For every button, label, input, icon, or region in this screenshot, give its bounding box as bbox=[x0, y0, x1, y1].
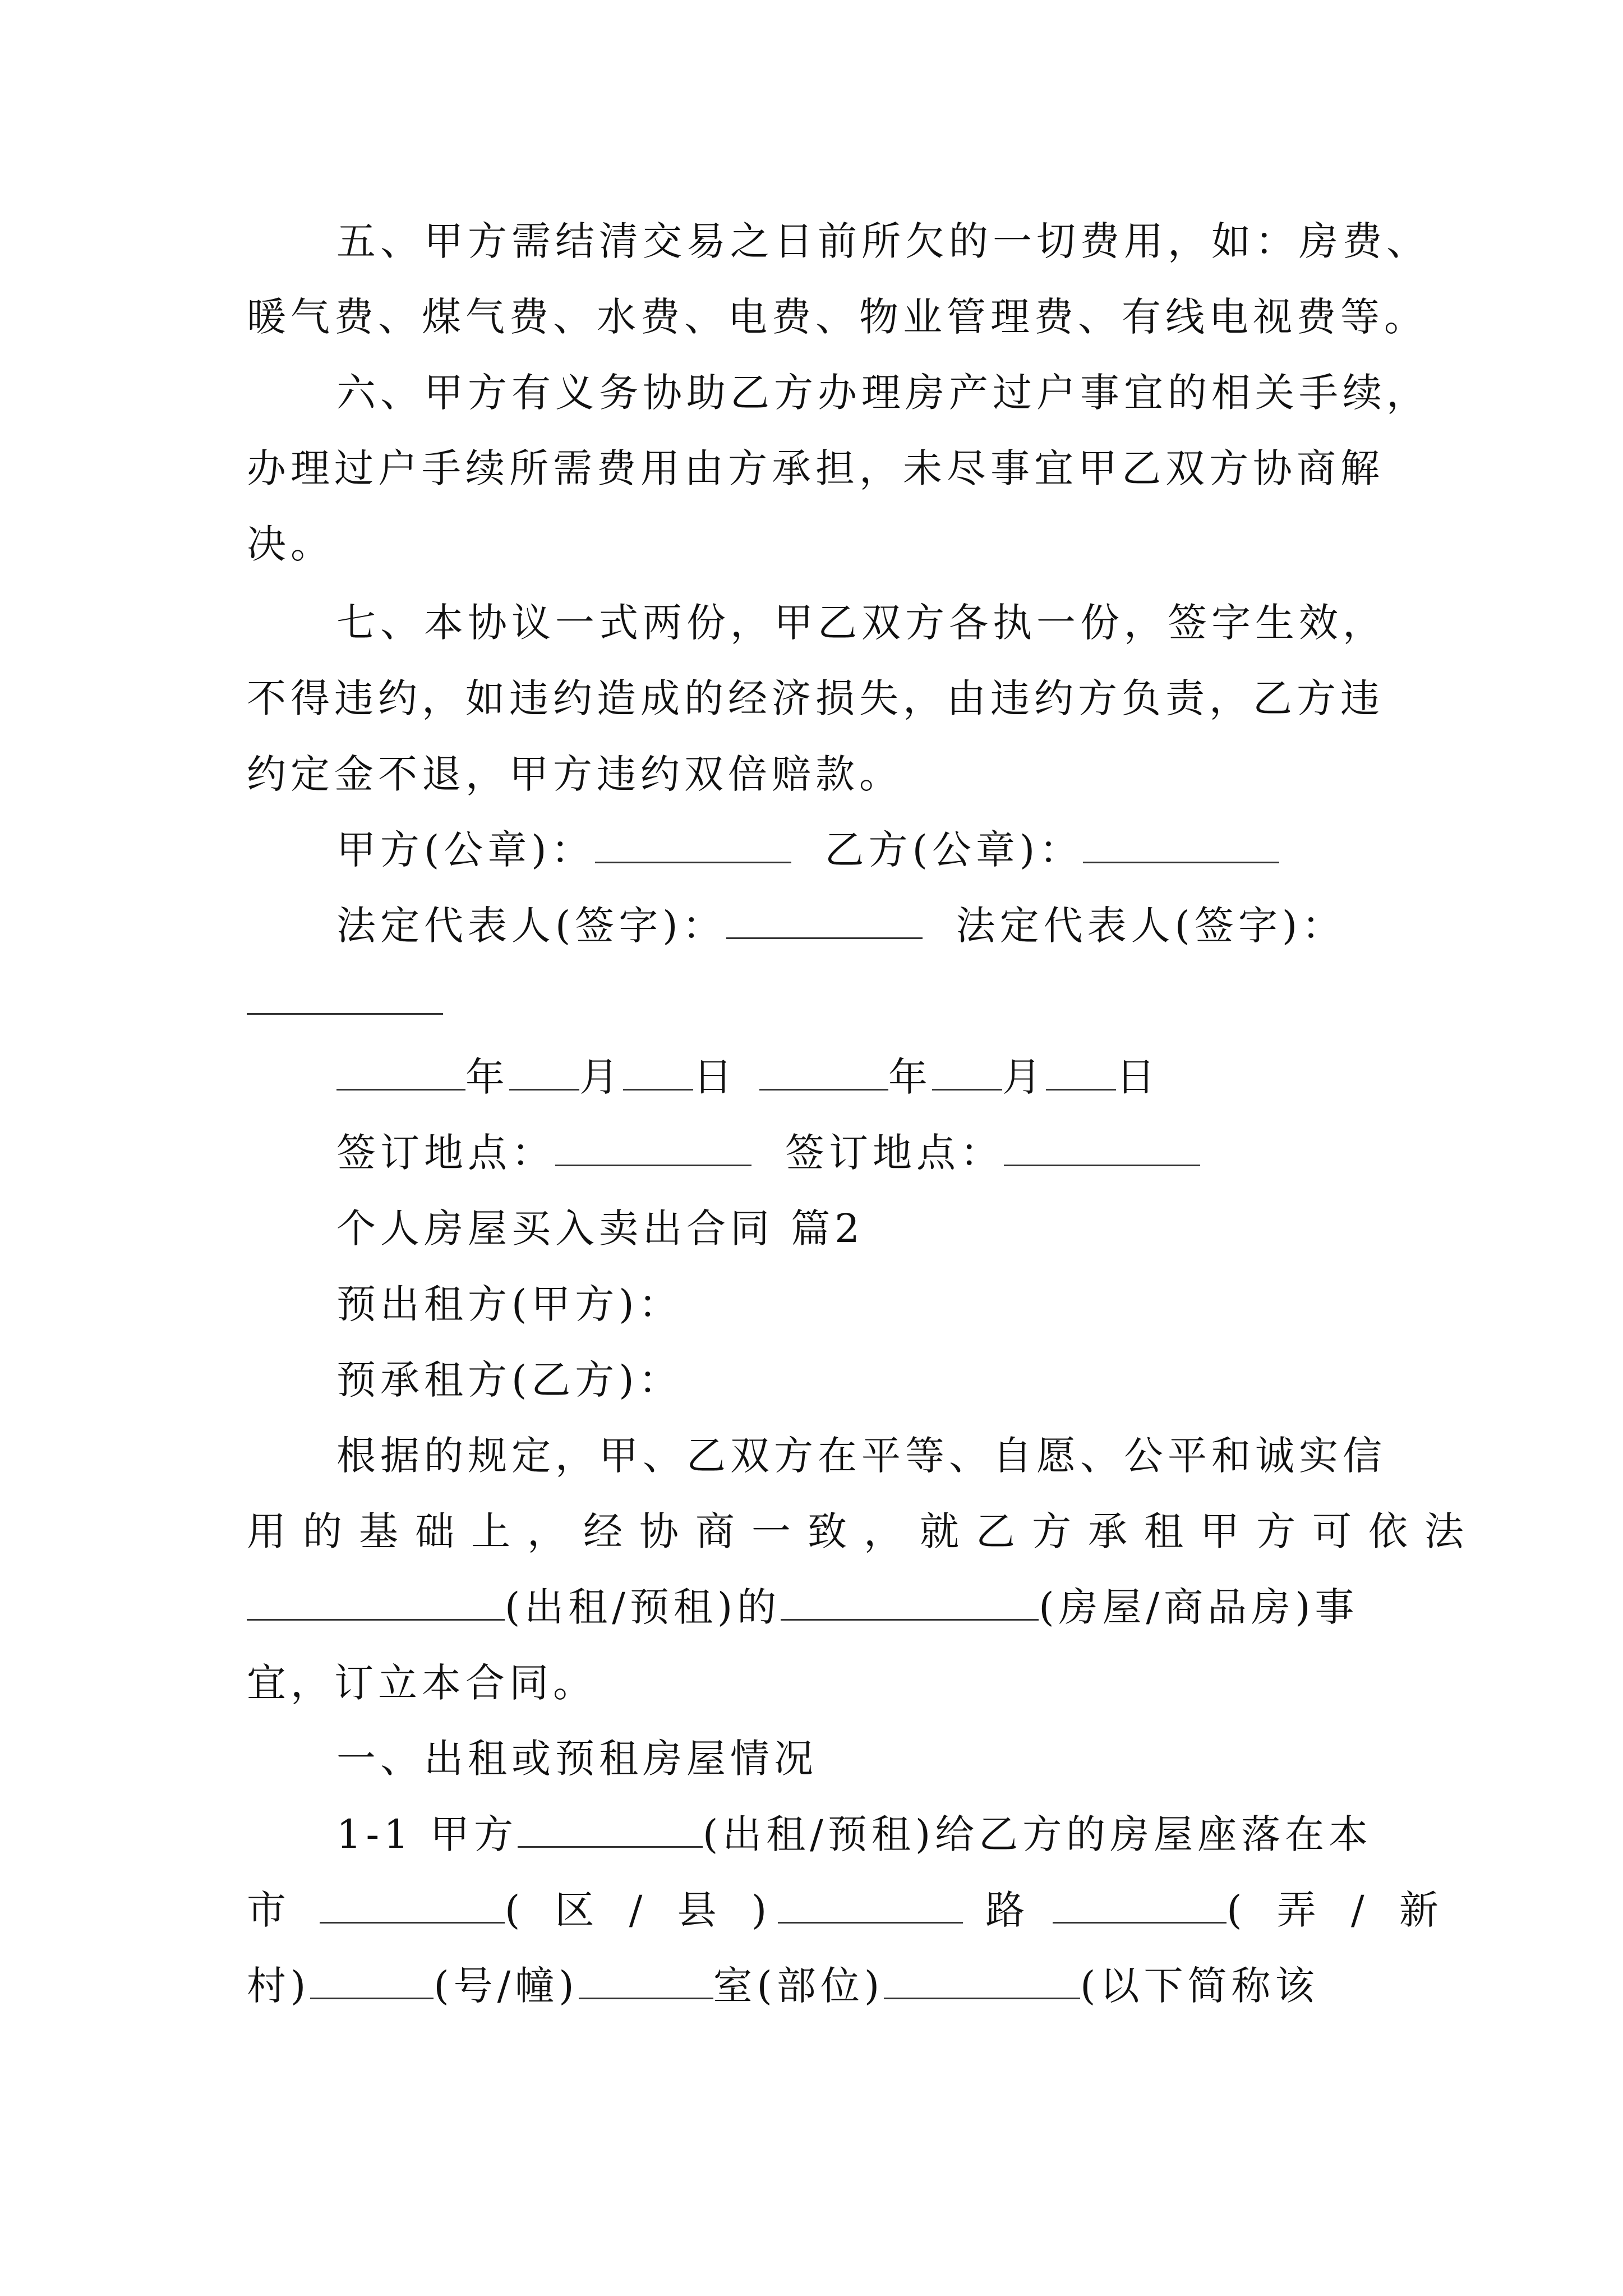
text-line: 五、甲方需结清交易之日前所欠的一切费用，如：房费、 bbox=[336, 218, 1430, 264]
text-fragment: (房屋/商品房)事 bbox=[1039, 1584, 1359, 1630]
lane-blank bbox=[310, 1964, 434, 1999]
text-line: 暖气费、煤气费、水费、电费、物业管理费、有线电视费等。 bbox=[247, 294, 1428, 340]
lessor-label: 预出租方(甲方)： bbox=[336, 1281, 683, 1327]
month-blank bbox=[509, 1055, 579, 1091]
text-fragment: ( 弄 / 新 bbox=[1227, 1887, 1450, 1933]
sign-place-line bbox=[336, 1128, 1200, 1178]
text-fragment: (出租/预租)的 bbox=[505, 1584, 781, 1630]
text-line: 七、本协议一式两份，甲乙双方各执一份，签字生效， bbox=[336, 600, 1386, 646]
day-blank bbox=[623, 1055, 693, 1091]
text-line: 办理过户手续所需费用由方承担，未尽事宜甲乙双方协商解 bbox=[247, 445, 1384, 491]
sign-place-b-blank bbox=[1004, 1131, 1200, 1166]
year-blank bbox=[336, 1055, 465, 1091]
house-type-blank bbox=[781, 1585, 1039, 1621]
year-label: 年 bbox=[888, 1054, 932, 1100]
year-blank bbox=[759, 1055, 888, 1091]
text-fragment: 路 bbox=[985, 1887, 1036, 1933]
legal-rep-b-label: 法定代表人(签字)： bbox=[956, 903, 1346, 949]
text-fragment: 1-1 甲方 bbox=[336, 1811, 518, 1857]
text-line: 用的基础上，经协商一致，就乙方承租甲方可依法 bbox=[247, 1508, 1481, 1554]
day-blank bbox=[1046, 1055, 1116, 1091]
party-b-seal-label: 乙方(公章)： bbox=[824, 827, 1083, 873]
text-fragment: 室(部位) bbox=[713, 1963, 884, 2009]
month-label: 月 bbox=[1002, 1054, 1046, 1100]
day-label: 日 bbox=[1116, 1054, 1160, 1100]
text-fragment: (号/幢) bbox=[434, 1963, 579, 2009]
party-a-seal-blank bbox=[595, 828, 791, 863]
road-blank bbox=[1053, 1888, 1227, 1924]
text-fragment: ( 区 / 县 ) bbox=[505, 1887, 778, 1933]
legal-rep-line bbox=[336, 900, 1345, 951]
text-fragment: (出租/预租)给乙方的房屋座落在本 bbox=[702, 1811, 1373, 1857]
number-blank bbox=[579, 1964, 713, 1999]
legal-rep-a-blank bbox=[726, 904, 923, 939]
text-line: 六、甲方有义务协助乙方办理房产过户事宜的相关手续， bbox=[336, 370, 1430, 416]
party-b-seal-blank bbox=[1083, 828, 1279, 863]
legal-rep-a-label: 法定代表人(签字)： bbox=[336, 903, 726, 949]
text-line bbox=[247, 1582, 1358, 1632]
rent-type-blank bbox=[518, 1812, 703, 1848]
legal-rep-b-blank-line bbox=[247, 976, 443, 1027]
text-line: 根据的规定，甲、乙双方在平等、自愿、公平和诚实信 bbox=[336, 1433, 1386, 1479]
text-fragment: (以下简称该 bbox=[1080, 1963, 1319, 2009]
month-label: 月 bbox=[579, 1054, 623, 1100]
clause-line bbox=[336, 1809, 1372, 1860]
text-line: 宜，订立本合同。 bbox=[247, 1660, 597, 1706]
clause-line bbox=[247, 1961, 1318, 2011]
day-label: 日 bbox=[693, 1054, 737, 1100]
date-line bbox=[336, 1052, 1160, 1102]
text-fragment: 市 bbox=[247, 1887, 297, 1933]
clause-line bbox=[247, 1885, 1450, 1935]
lessee-label: 预承租方(乙方)： bbox=[336, 1357, 683, 1403]
section-heading: 一、出租或预租房屋情况 bbox=[336, 1736, 818, 1782]
text-line: 决。 bbox=[247, 521, 334, 567]
rent-type-blank bbox=[247, 1585, 505, 1621]
year-label: 年 bbox=[465, 1054, 509, 1100]
room-blank bbox=[884, 1964, 1080, 1999]
seal-line bbox=[336, 825, 1279, 875]
legal-rep-b-blank bbox=[247, 979, 443, 1015]
district-blank bbox=[778, 1888, 963, 1924]
city-blank bbox=[320, 1888, 505, 1924]
text-fragment: 村) bbox=[247, 1963, 311, 2009]
sign-place-b-label: 签订地点： bbox=[785, 1130, 1004, 1176]
sign-place-a-blank bbox=[555, 1131, 751, 1166]
month-blank bbox=[932, 1055, 1002, 1091]
section-title: 个人房屋买入卖出合同 篇2 bbox=[336, 1205, 864, 1251]
text-line: 约定金不退，甲方违约双倍赔款。 bbox=[247, 751, 903, 797]
sign-place-a-label: 签订地点： bbox=[336, 1130, 555, 1176]
party-a-seal-label: 甲方(公章)： bbox=[336, 827, 595, 873]
text-line: 不得违约，如违约造成的经济损失，由违约方负责，乙方违 bbox=[247, 675, 1384, 721]
